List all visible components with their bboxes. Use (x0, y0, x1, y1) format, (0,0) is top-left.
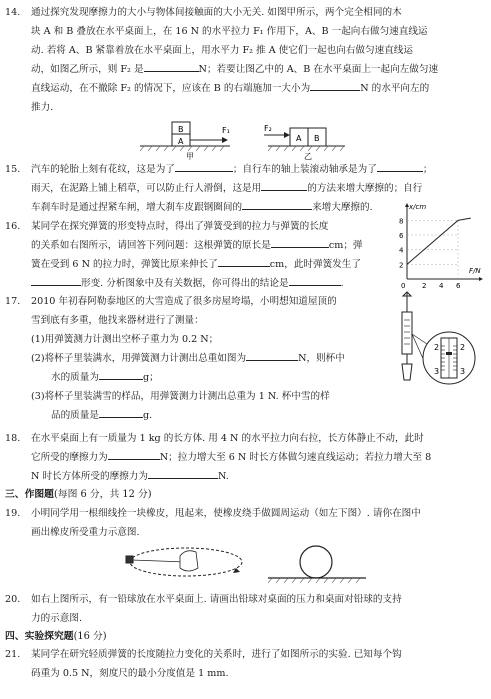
answer-blank[interactable] (242, 198, 312, 210)
answer-blank[interactable] (271, 236, 329, 248)
answer-blank[interactable] (218, 255, 270, 267)
q19-line-1: 小明同学用一根细线拴一块橡皮，甩起来，使橡皮绕手做圆周运动（如左下图）. 请你在图中 (31, 508, 421, 519)
eraser-circle-figure (126, 548, 242, 576)
q14-line-1: 通过探究发现摩擦力的大小与物体间接触面的大小无关. 如图甲所示，两个完全相同的木 (31, 7, 402, 18)
q20-line-1: 如右上图所示，有一铅球放在水平桌面上. 请画出铅球对桌面的压力和桌面对铅球的支持 (31, 594, 402, 605)
force-f1-label: F₁ (222, 126, 230, 135)
q14-line-4: 动，如图乙所示，则 F₂ 是 N；若要让图乙中的 A、B 在水平桌面上一起向左做匀速 (31, 60, 485, 79)
answer-blank[interactable] (246, 349, 298, 361)
x-axis-label: F/N (469, 267, 481, 275)
q17-line-6: (3)将杯子里装满雪的样品，用弹簧测力计测出总重为 1 N. 杯中雪的样 (31, 391, 330, 402)
caption-jia: 甲 (186, 152, 194, 161)
answer-blank[interactable] (99, 406, 143, 418)
q16-line-2: 的关系如右图所示，请回答下列问题：这根弹簧的原长是 cm；弹 (31, 236, 485, 255)
y-axis-label: x/cm (409, 203, 427, 211)
q18-line-3: N 时长方体所受的摩擦力为 N. (31, 467, 485, 486)
x-axis-arrow (479, 277, 483, 281)
block-a-label: A (296, 134, 302, 143)
x-tick-label: 2 (422, 282, 427, 290)
question-20 (5, 590, 485, 628)
spring-graph (393, 205, 485, 293)
q15-line-1: 汽车的轮胎上刻有花纹，这是为了 ；自行车的轴上装滚动轴承是为了 ； (31, 160, 485, 179)
spring-scale-figure (393, 290, 485, 428)
x-tick-label: 0 (401, 282, 406, 290)
scale-mark: 2 (460, 343, 466, 352)
answer-blank[interactable] (310, 79, 360, 91)
answer-blank[interactable] (99, 368, 143, 380)
question-number: 18. (5, 433, 21, 444)
q14-line-3: 动. 若将 A、B 紧靠着放在水平桌面上，用水平力 F₂ 推 A 使它们一起也向右做匀速直线运 (31, 45, 413, 56)
question-19 (5, 504, 485, 542)
y-tick-label: 4 (399, 246, 404, 255)
answer-blank[interactable] (175, 160, 233, 172)
question-number: 16. (5, 221, 21, 232)
scale-mark: 3 (434, 367, 440, 376)
q14-line-2: 块 A 和 B 叠放在水平桌面上，在 16 N 的水平拉力 F₁ 作用下，A、B 一起向右做匀速直线运 (31, 26, 428, 37)
q16-line-4: 形变. 分析图象中及有关数据，你可得出的结论是 . (31, 274, 485, 293)
block-a-label: A (178, 137, 184, 146)
question-number: 20. (5, 594, 21, 605)
q21-line-1: 某同学在研究轻质弹簧的长度随拉力变化的关系时，进行了如图所示的实验. 已知每个钩 (31, 649, 402, 660)
q15-line-3: 车刹车时是通过捏紧车闸，增大刹车皮跟钢圈间的 来增大摩擦的. (31, 198, 485, 217)
answer-blank[interactable] (261, 179, 307, 191)
q17-line-7: 品的质量是 g. (51, 406, 485, 425)
question-14 (5, 3, 485, 117)
force-f2-label: F₂ (264, 124, 272, 133)
figure-jia (140, 122, 230, 161)
answer-blank[interactable] (289, 274, 341, 286)
y-tick-label: 6 (399, 232, 404, 240)
q18-line-1: 在水平桌面上有一质量为 1 kg 的长方体. 用 4 N 的水平拉力向右拉，长方体静止不动，此时 (31, 433, 424, 444)
q18-line-2: 它所受的摩擦力为 N；拉力增大至 6 N 时长方体做匀速直线运动；若拉力增大至 8 (31, 448, 485, 467)
question-21 (5, 645, 485, 683)
q15-line-2: 雨天，在泥路上铺上稻草，可以防止行人滑倒，这是用 的方法来增大摩擦的；自行 (31, 179, 485, 198)
answer-blank[interactable] (144, 60, 199, 72)
q17-line-1: 2010 年初春阿勒泰地区的大雪造成了很多房屋垮塌，小明想知道屋顶的 (31, 296, 337, 307)
lead-ball-figure (268, 546, 366, 583)
answer-blank[interactable] (377, 160, 423, 172)
figure-yi (264, 124, 345, 161)
caption-yi: 乙 (304, 152, 312, 161)
q17-line-2: 雪到底有多重，他找来器材进行了测量： (31, 315, 204, 326)
block-b-label: B (178, 125, 184, 134)
q16-line-1: 某同学在探究弹簧的形变特点时，得出了弹簧受到的拉力与弹簧的长度 (31, 221, 329, 232)
x-tick-label: 4 (439, 282, 444, 290)
q17-line-4: (2)将杯子里装满水，用弹簧测力计测出总重如图为 N，则杯中 (31, 349, 485, 368)
y-tick-label: 2 (399, 261, 404, 270)
question-number: 17. (5, 296, 21, 307)
section-3-heading: 三、作图题(每图 6 分，共 12 分) (5, 489, 152, 500)
answer-blank[interactable] (148, 467, 218, 479)
scale-mark: 3 (460, 367, 466, 376)
question-number: 14. (5, 7, 21, 18)
section-4-heading: 四、实验探究题(16 分) (5, 631, 107, 642)
q20-line-2: 力的示意图. (31, 613, 83, 624)
question-number: 19. (5, 508, 21, 519)
q16-line-3: 簧在受到 6 N 的拉力时，弹簧比原来伸长了 cm，此时弹簧发生了 (31, 255, 485, 274)
q17-line-5: 水的质量为 g； (51, 368, 485, 387)
series-line (407, 218, 471, 264)
block-b-label: B (314, 134, 320, 143)
scale-mark: 2 (434, 343, 440, 352)
q14-line-6: 推力. (31, 102, 54, 113)
answer-blank[interactable] (31, 274, 81, 286)
question-number: 21. (5, 649, 21, 660)
answer-blank[interactable] (108, 448, 160, 460)
question-18 (5, 429, 485, 486)
drawing-figures (0, 538, 491, 592)
q19-line-2: 画出橡皮所受重力示意图. (31, 527, 140, 538)
question-number: 15. (5, 164, 21, 175)
q17-line-3: (1)用弹簧测力计测出空杯子重力为 0.2 N； (31, 334, 219, 345)
y-tick-label: 8 (399, 217, 404, 226)
friction-figure (0, 118, 491, 160)
q21-line-2: 码重为 0.5 N，刻度尺的最小分度值是 1 mm. (31, 668, 229, 679)
x-tick-label: 6 (456, 282, 461, 290)
q14-line-5: 直线运动，在不撤除 F₂ 的情况下，应该在 B 的右端施加一大小为 N 的水平向左的 (31, 79, 485, 98)
